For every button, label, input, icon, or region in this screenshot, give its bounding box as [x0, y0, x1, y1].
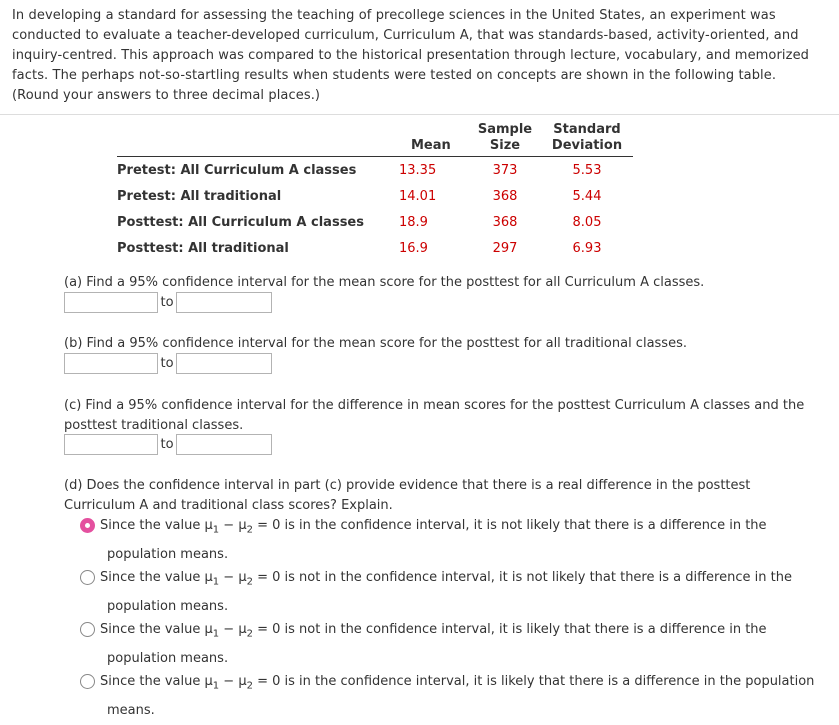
row-size: 368 [492, 214, 518, 230]
part-a-question: (a) Find a 95% confidence interval for the mean score for the posttest for all Curriculum A classes. [64, 275, 705, 290]
option-text: Since the value $\mu_1 - \mu_2 = 0$ is in the confidence interval, it is not likely that there is a difference in the [100, 518, 767, 536]
row-mean: 16.9 [399, 240, 428, 256]
to-label: to [160, 356, 174, 371]
table-header-row [117, 122, 633, 157]
part-a-answer [64, 292, 272, 313]
part-b-upper-input[interactable] [176, 353, 272, 374]
data-table [117, 122, 633, 261]
header-standard-deviation: Standard Deviation [551, 122, 623, 153]
part-c-upper-input[interactable] [176, 434, 272, 455]
row-mean: 13.35 [399, 162, 437, 178]
row-label: Pretest: All traditional [117, 188, 282, 204]
header-mean: Mean [411, 138, 451, 153]
option-text: Since the value $\mu_1 - \mu_2 = 0$ is not in the confidence interval, it is likely that there is a difference in the [100, 622, 767, 640]
part-a-lower-input[interactable] [64, 292, 158, 313]
option-text-continued: population means. [107, 650, 229, 666]
row-sd: 6.93 [572, 240, 602, 256]
part-a-upper-input[interactable] [176, 292, 272, 313]
row-sd: 5.53 [572, 162, 602, 178]
table-row [117, 235, 633, 261]
option-text-continued: population means. [107, 546, 229, 562]
to-label: to [160, 295, 174, 310]
divider [0, 114, 839, 115]
part-c-answer [64, 434, 272, 455]
table-row [117, 157, 633, 184]
radio-button-selected[interactable] [80, 518, 95, 533]
radio-button[interactable] [80, 570, 95, 585]
row-size: 373 [492, 162, 518, 178]
option-text: Since the value $\mu_1 - \mu_2 = 0$ is in the confidence interval, it is likely that there is a difference in the population [100, 674, 815, 692]
row-label: Pretest: All Curriculum A classes [117, 162, 357, 178]
radio-button[interactable] [80, 622, 95, 637]
option-2[interactable] [80, 566, 830, 619]
row-sd: 5.44 [572, 188, 602, 204]
part-b-lower-input[interactable] [64, 353, 158, 374]
option-text-continued: means. [107, 702, 155, 718]
row-size: 368 [492, 188, 518, 204]
table-row [117, 209, 633, 235]
part-b-question: (b) Find a 95% confidence interval for the mean score for the posttest for all traditional classes. [64, 336, 687, 351]
row-size: 297 [492, 240, 518, 256]
problem-statement: In developing a standard for assessing the teaching of precollege sciences in the United States, an experiment was conducted to evaluate a teacher-developed curriculum, Curriculum A, that was standards-based, activity-oriented, and inquiry-centred. This approach was compared to the historical presentation through lecture, vocabulary, and memorized facts. The perhaps not-so-startling results when students were tested on concepts are shown in the following table. (Round your answers to three decimal places.) [12, 8, 810, 103]
to-label: to [160, 437, 174, 452]
option-text: Since the value $\mu_1 - \mu_2 = 0$ is not in the confidence interval, it is not likely that there is a difference in the [100, 570, 792, 588]
row-mean: 14.01 [399, 188, 437, 204]
option-text-continued: population means. [107, 598, 229, 614]
header-sample-size: Sample Size [477, 122, 533, 153]
radio-button[interactable] [80, 674, 95, 689]
row-label: Posttest: All Curriculum A classes [117, 214, 364, 230]
row-label: Posttest: All traditional [117, 240, 289, 256]
header-blank [117, 122, 399, 157]
option-1[interactable] [80, 514, 830, 567]
row-sd: 8.05 [572, 214, 602, 230]
row-mean: 18.9 [399, 214, 428, 230]
part-b-answer [64, 353, 272, 374]
part-c-question: (c) Find a 95% confidence interval for the difference in mean scores for the posttest Curriculum A classes and the posttest traditional classes. [64, 398, 805, 433]
option-4[interactable] [80, 670, 830, 723]
table-row [117, 183, 633, 209]
part-d-question: (d) Does the confidence interval in part (c) provide evidence that there is a real difference in the posttest Curriculum A and traditional class scores? Explain. [64, 478, 751, 513]
part-c-lower-input[interactable] [64, 434, 158, 455]
option-3[interactable] [80, 618, 830, 671]
